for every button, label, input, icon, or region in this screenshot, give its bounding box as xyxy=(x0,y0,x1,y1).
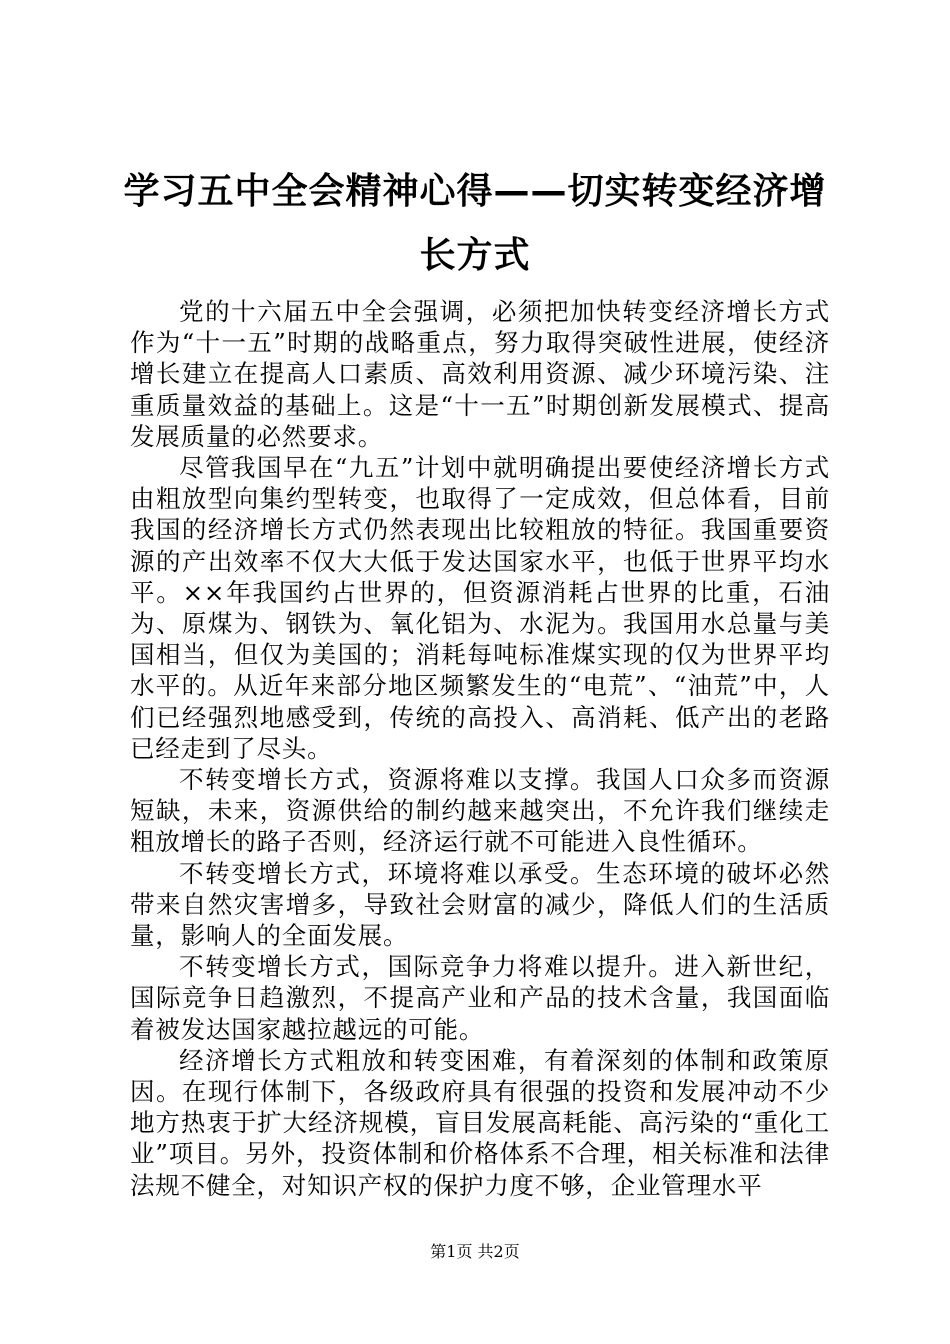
paragraph: 不转变增长方式，资源将难以支撑。我国人口众多而资源短缺，未来，资源供给的制约越来越突出，不允许我们继续走粗放增长的路子否则，经济运行就不可能进入良性循环。 xyxy=(130,765,830,857)
paragraph: 尽管我国早在“九五”计划中就明确提出要使经济增长方式由粗放型向集约型转变，也取得了一定成效，但总体看，目前我国的经济增长方式仍然表现出比较粗放的特征。我国重要资源的产出效率不仅大大低于发达国家水平，也低于世界平均水平。××年我国约占世界的，但资源消耗占世界的比重，石油为、原煤为、钢铁为、氧化铝为、水泥为。我国用水总量与美国相当，但仅为美国的；消耗每吨标准煤实现的仅为世界平均水平的。从近年来部分地区频繁发生的“电荒”、“油荒”中，人们已经强烈地感受到，传统的高投入、高消耗、低产出的老路已经走到了尽头。 xyxy=(130,453,830,763)
document-body xyxy=(130,296,830,1201)
document-title: 学习五中全会精神心得——切实转变经济增长方式 xyxy=(123,171,827,276)
paragraph: 不转变增长方式，国际竞争力将难以提升。进入新世纪，国际竞争日趋激烈，不提高产业和产品的技术含量，我国面临着被发达国家越拉越远的可能。 xyxy=(130,952,830,1044)
paragraph: 经济增长方式粗放和转变困难，有着深刻的体制和政策原因。在现行体制下，各级政府具有很强的投资和发展冲动不少地方热衷于扩大经济规模，盲目发展高耗能、高污染的“重化工业”项目。另外，投资体制和价格体系不合理，相关标准和法律法规不健全，对知识产权的保护力度不够，企业管理水平 xyxy=(130,1045,830,1200)
paragraph: 不转变增长方式，环境将难以承受。生态环境的破坏必然带来自然灾害增多，导致社会财富的减少，降低人们的生活质量，影响人的全面发展。 xyxy=(130,858,830,951)
paragraph: 党的十六届五中全会强调，必须把加快转变经济增长方式作为“十一五”时期的战略重点，努力取得突破性进展，使经济增长建立在提高人口素质、高效利用资源、减少环境污染、注重质量效益的基础上。这是“十一五”时期创新发展模式、提高发展质量的必然要求。 xyxy=(130,297,830,451)
page-footer: 第1页 共2页 xyxy=(430,1242,520,1261)
